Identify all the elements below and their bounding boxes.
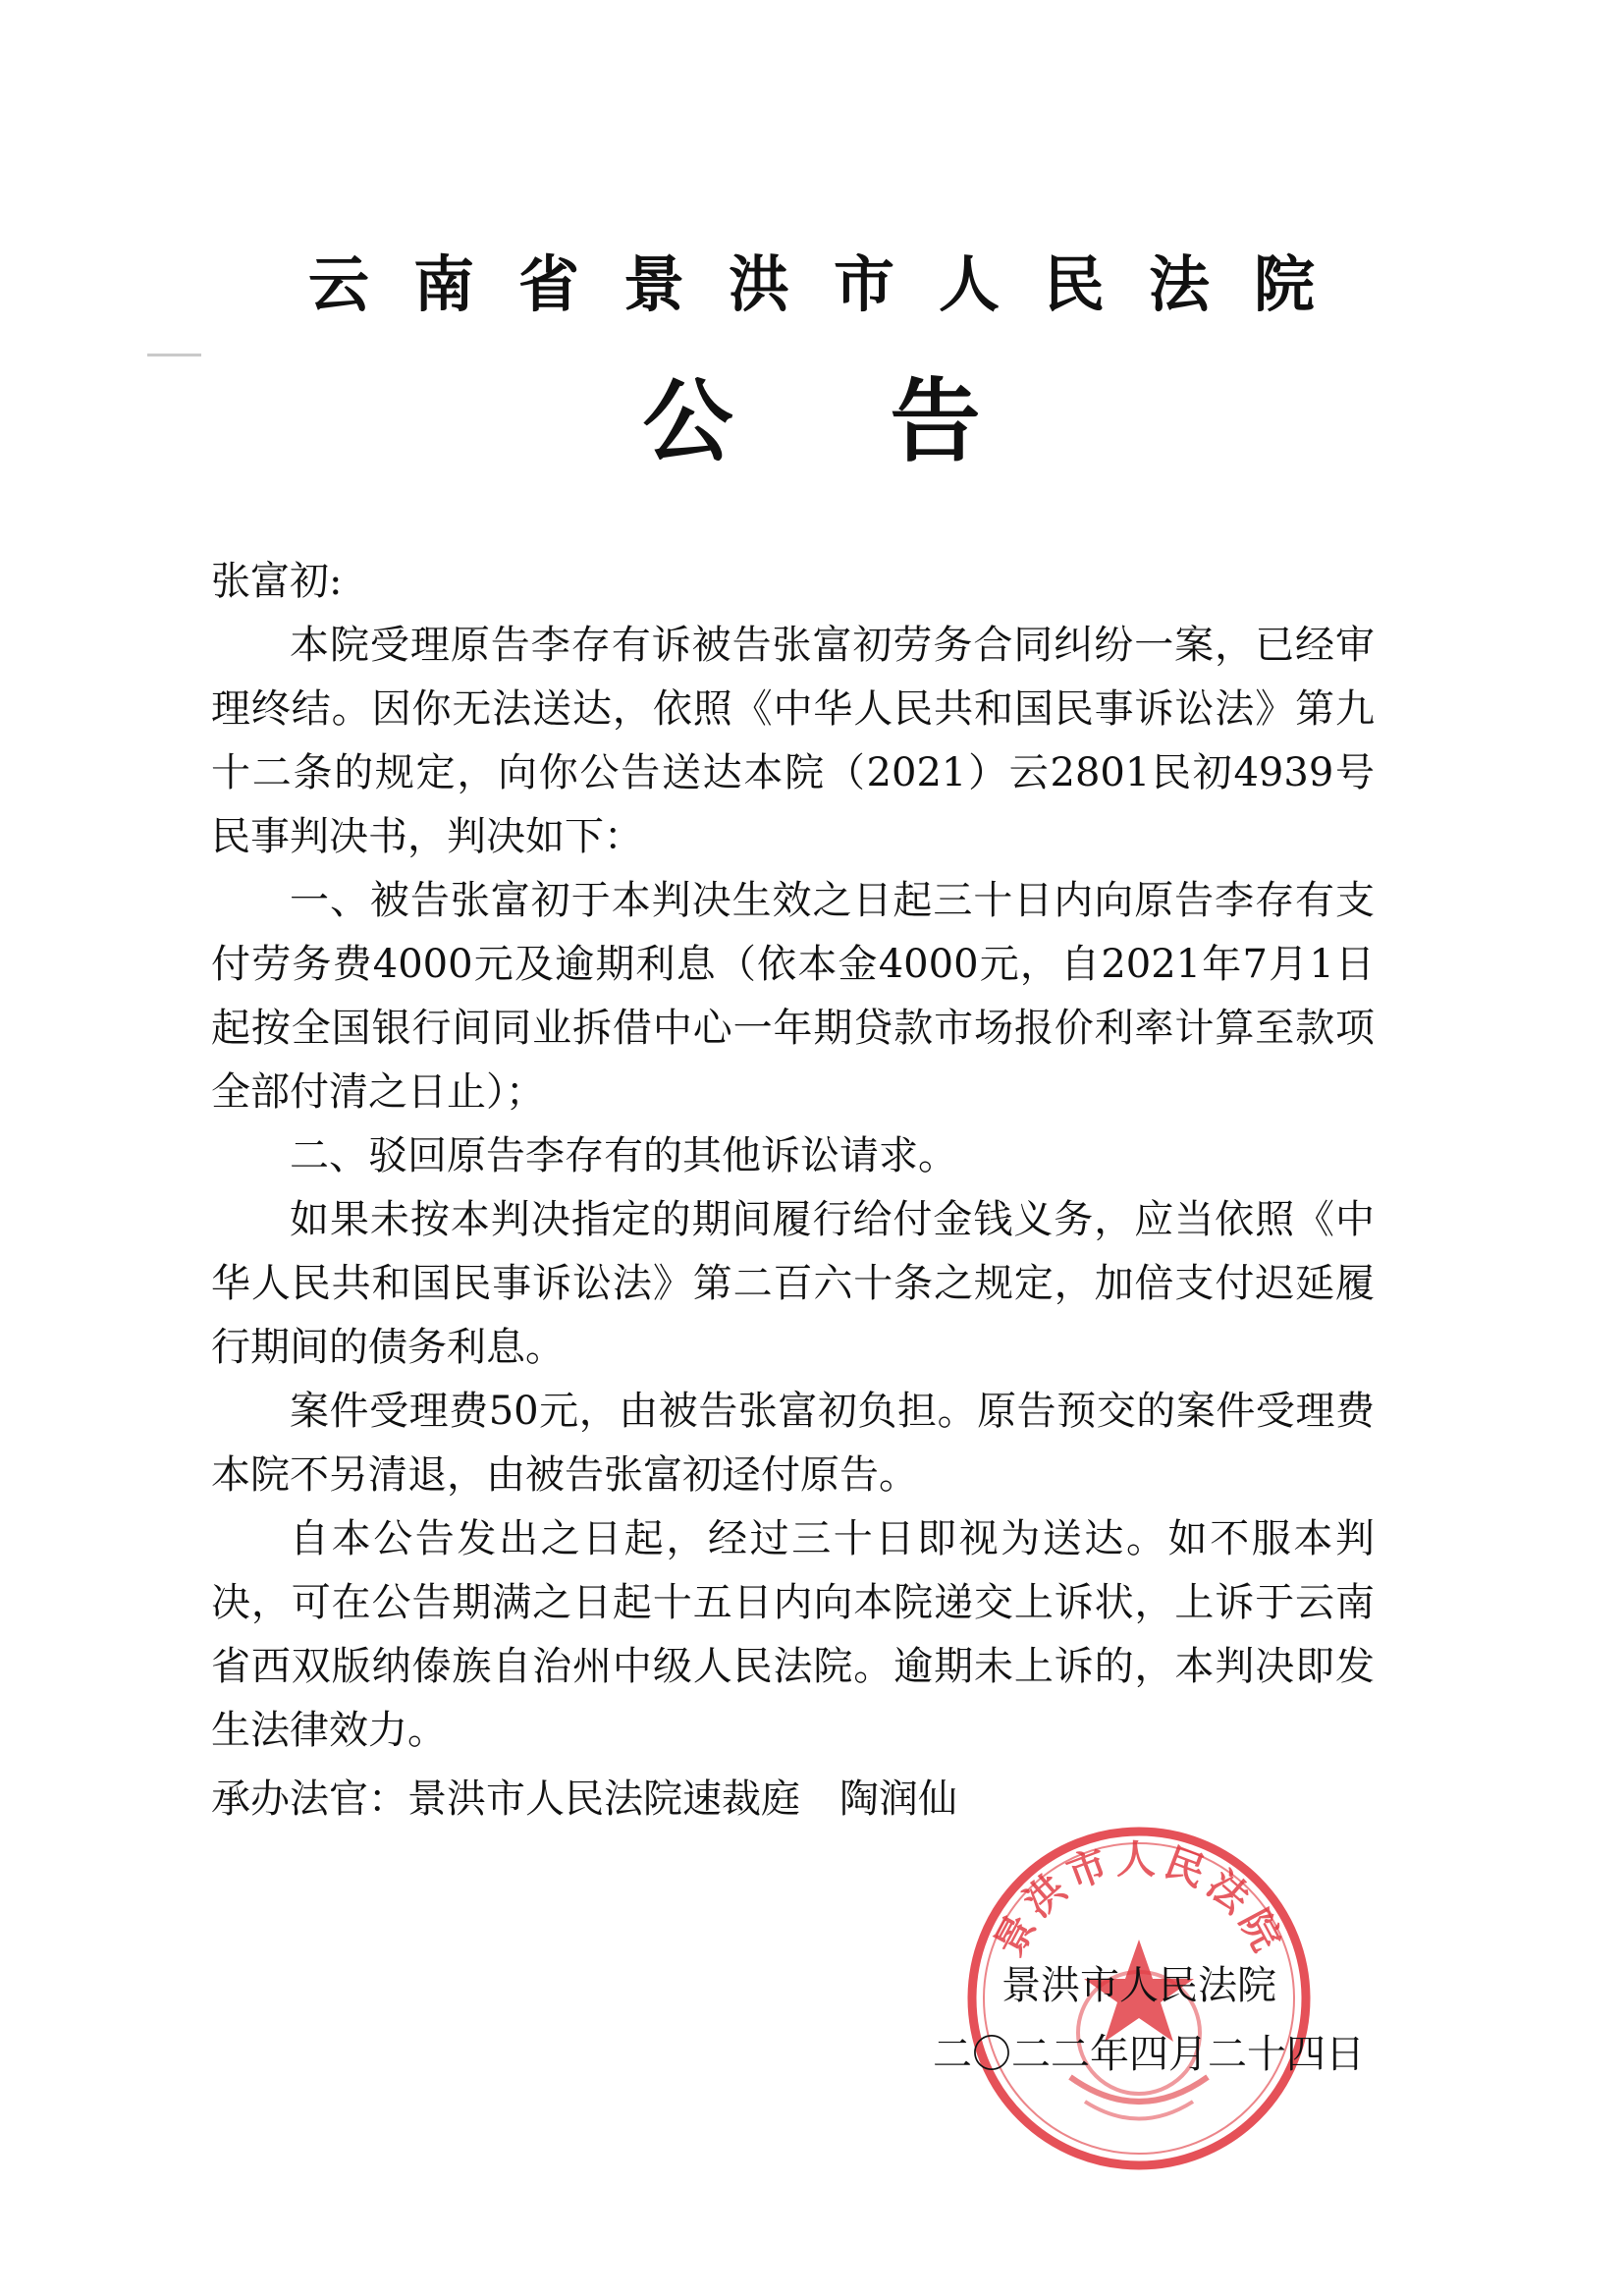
signature-court: 景洪市人民法院 (1001, 1963, 1276, 2008)
scan-mark (147, 354, 201, 356)
svg-text:景洪市人民法院: 景洪市人民法院 (986, 1837, 1292, 1964)
court-title: 云南省景洪市人民法院 (307, 248, 1359, 320)
paragraph-late-payment: 如果未按本判决指定的期间履行给付金钱义务，应当依照《中华人民共和国民事诉讼法》第二百六十条之规定，加倍支付迟延履行期间的债务利息。 (211, 1197, 1375, 1370)
paragraph-case-fee: 案件受理费50元，由被告张富初负担。原告预交的案件受理费本院不另清退，由被告张富初迳付原告。 (211, 1389, 1375, 1498)
notice-title: 公告 (642, 369, 1138, 474)
notice-body (211, 550, 1375, 1763)
addressee: 张富初: (211, 559, 343, 604)
signature-date: 二〇二二年四月二十四日 (933, 2032, 1365, 2077)
judge-line (211, 1768, 957, 1831)
paragraph-case-intro: 本院受理原告李存有诉被告张富初劳务合同纠纷一案，已经审理终结。因你无法送达，依照《中华人民共和国民事诉讼法》第九十二条的规定，向你公告送达本院（2021）云2801民初4939号民事判决书，判决如下： (211, 623, 1375, 859)
paragraph-appeal: 自本公告发出之日起，经过三十日即视为送达。如不服本判决，可在公告期满之日起十五日内向本院递交上诉状，上诉于云南省西双版纳傣族自治州中级人民法院。逾期未上诉的，本判决即发生法律效力。 (211, 1516, 1375, 1753)
judge-label: 承办法官：景洪市人民法院速裁庭 (211, 1777, 800, 1822)
paragraph-judgment-item-1: 一、被告张富初于本判决生效之日起三十日内向原告李存有支付劳务费4000元及逾期利息（依本金4000元，自2021年7月1日起按全国银行间同业拆借中心一年期贷款市场报价利率计算至款项全部付清之日止）； (211, 878, 1375, 1115)
paragraph-judgment-item-2: 二、驳回原告李存有的其他诉讼请求。 (290, 1133, 957, 1178)
judge-name: 陶润仙 (839, 1777, 957, 1822)
